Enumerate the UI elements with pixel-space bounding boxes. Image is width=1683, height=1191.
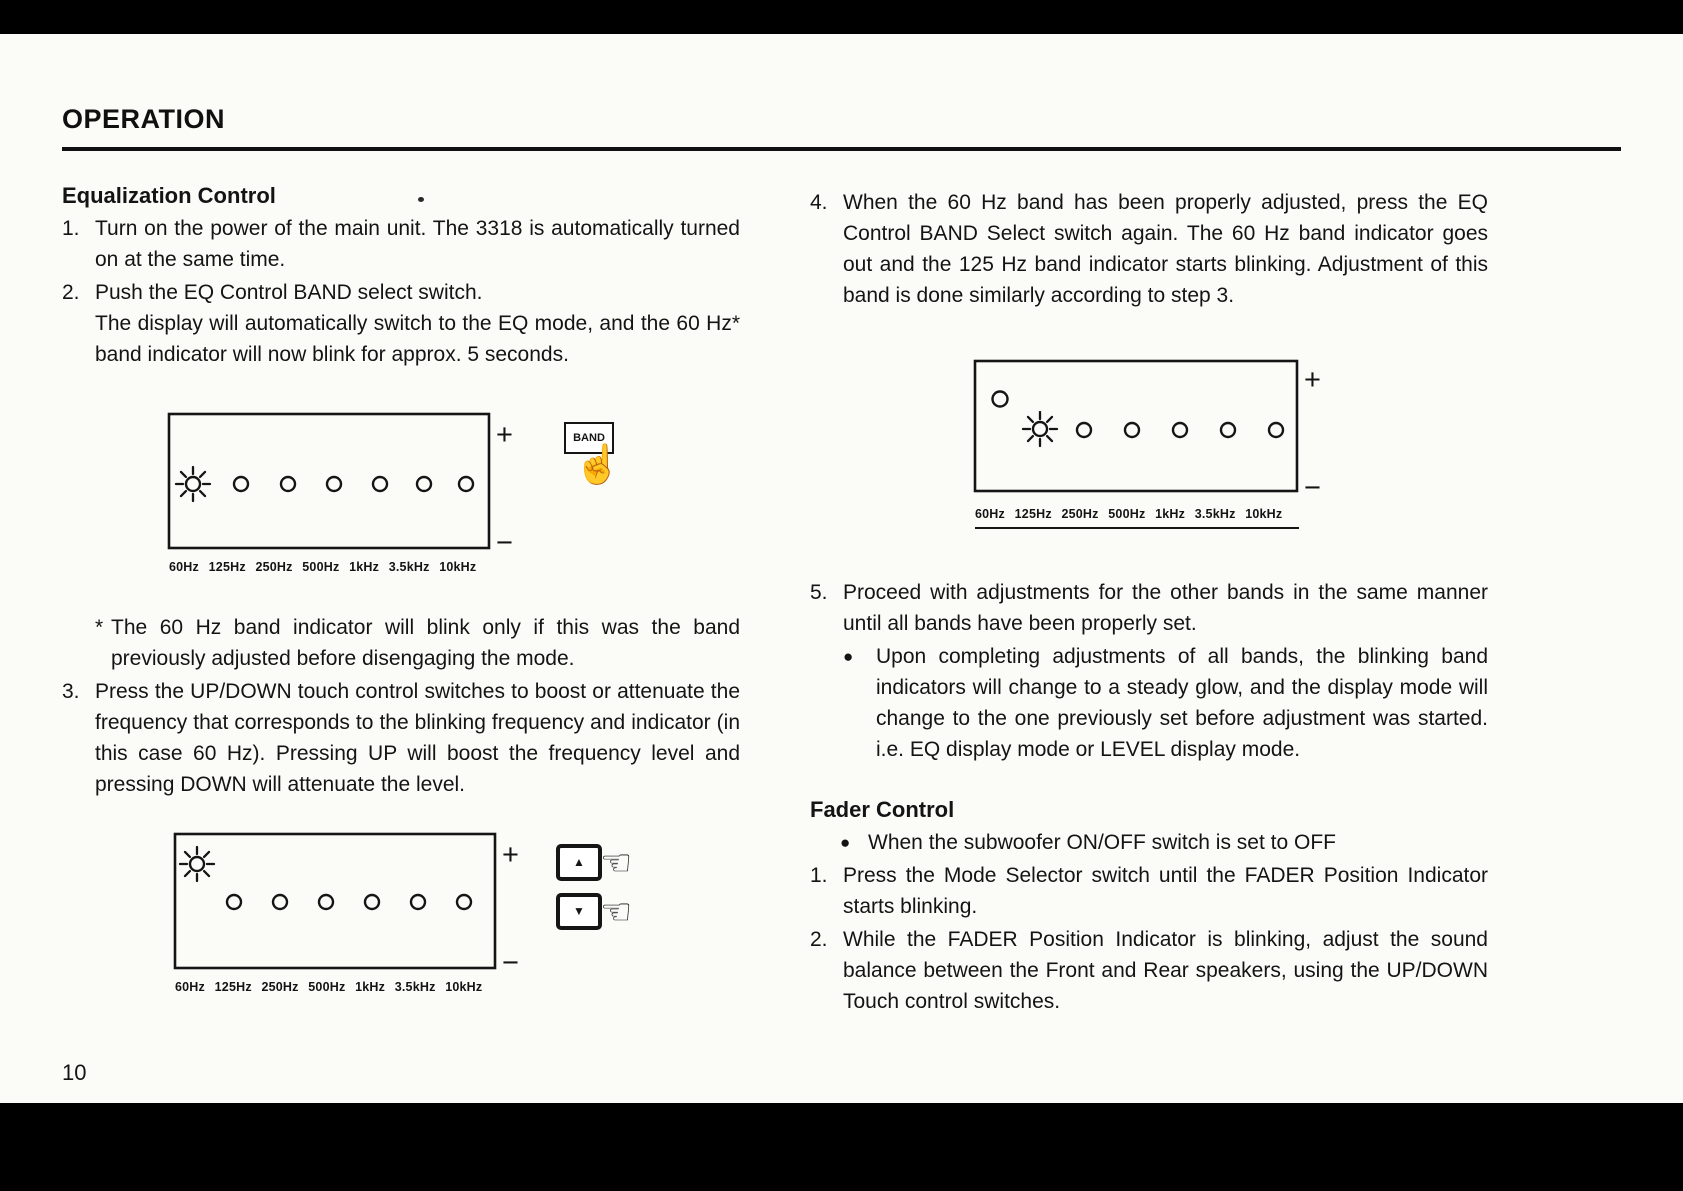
footnote [95,612,740,674]
step-text: Push the EQ Control BAND select switch. [95,281,483,304]
note-text: Upon completing adjustments of all bands, the blinking band indicators will change to a steady glow, and the display mode will change to the one previously set before adjustment was started. i.e. EQ display mode or LEVEL display mode. [876,645,1488,761]
section-equalization-label: Equalization Control [62,183,276,208]
band-button: BAND [564,422,614,454]
up-arrow-icon: ▲ [573,855,585,869]
step-number: 5. [810,581,828,604]
step-text: When the 60 Hz band has been properly adjusted, press the EQ Control BAND Select switch again. The 60 Hz band indicator goes out and the 125 Hz band indicator starts blinking. Adjustment of this band is done similarly according to step 3. [843,191,1488,307]
fader-step-1 [810,860,1488,922]
note-text: When the subwoofer ON/OFF switch is set to OFF [868,831,1336,854]
header-rule [62,147,1621,151]
step-number: 4. [810,191,828,214]
eq-display-panel-block [166,410,520,576]
blink-rays [180,847,214,881]
down-switch-row [556,890,633,932]
frequency-labels: 60Hz 125Hz 250Hz 500Hz 1kHz 3.5kHz 10kHz [975,505,1299,529]
footnote-text: The 60 Hz band indicator will blink only if this was the band previously adjusted before disengaging the mode. [111,616,740,670]
section-fader-control: Fader Control [810,797,955,822]
step-5 [810,577,1488,639]
band-switch-illustration [564,422,621,484]
blink-rays [1023,412,1057,446]
eq-display-diagram-3 [972,355,1488,529]
down-button [556,893,602,930]
blinking-indicator-60hz [180,847,214,881]
band-indicator-circles [227,895,471,909]
step-text: While the FADER Position Indicator is blinking, adjust the sound balance between the Front and Rear speakers, using the UP/DOWN Touch control switches. [843,928,1488,1013]
eq-display-panel [166,410,520,556]
step-3 [62,676,740,800]
display-frame [175,834,495,968]
eq-display-panel [172,830,526,976]
step-text: Proceed with adjustments for the other bands in the same manner until all bands have been properly set. [843,581,1488,635]
step-text-continued: The display will automatically switch to the EQ mode, and the 60 Hz* band indicator will now blink for approx. 5 seconds. [95,312,740,366]
plus-sign: + [502,839,519,871]
step-number: 1. [62,217,80,240]
right-column [810,181,1488,1017]
minus-sign: − [496,527,513,556]
blinking-indicator-60hz [176,467,210,501]
blinking-indicator-125hz [1023,412,1057,446]
plus-sign: + [1304,364,1321,396]
step-number: 2. [810,928,828,951]
band-indicator-circles [1077,423,1283,437]
pointing-hand-left-icon: ☜ [600,890,633,932]
eq-display-panel [972,355,1328,503]
frequency-labels: 60Hz 125Hz 250Hz 500Hz 1kHz 3.5kHz 10kHz [169,560,477,574]
step-number: 3. [62,680,80,703]
section-equalization-control [62,181,740,211]
bullet-icon: ● [843,647,854,666]
step-text: Press the UP/DOWN touch control switches to boost or attenuate the frequency that corresponds to the blinking frequency and indicator (in this case 60 Hz). Pressing UP will boost the frequency level and pressing DOWN will attenuate the level. [95,680,740,796]
footnote-asterisk: * [95,616,104,639]
down-arrow-icon: ▼ [573,904,585,918]
updown-switch-illustration [556,841,633,932]
eq-display-diagram-2 [172,830,740,996]
pointing-hand-left-icon: ☜ [600,841,633,883]
page-number: 10 [62,1060,87,1085]
eq-display-panel-block [172,830,526,996]
step-text: Turn on the power of the main unit. The 3318 is automatically turned on at the same time. [95,217,740,271]
step-2 [62,277,740,370]
up-switch-row [556,841,633,883]
left-column [62,181,740,1017]
step-1 [62,213,740,275]
pointing-hand-up-icon: ☝ [574,444,622,486]
page-title: OPERATION [62,104,226,134]
steady-indicator-60hz [993,392,1008,407]
bullet-icon: ● [840,833,851,852]
step-number: 2. [62,281,80,304]
step-4 [810,187,1488,311]
step-number: 1. [810,864,828,887]
scan-top-bar [0,0,1683,34]
display-frame [975,361,1297,491]
two-column-body [62,181,1621,1017]
scan-bottom-bar [0,1103,1683,1191]
up-button [556,844,602,881]
step-5-note [843,641,1488,765]
frequency-labels: 60Hz 125Hz 250Hz 500Hz 1kHz 3.5kHz 10kHz [175,980,483,994]
manual-page [0,34,1683,1103]
minus-sign: − [502,947,519,976]
step-text: Press the Mode Selector switch until the FADER Position Indicator starts blinking. [843,864,1488,918]
minus-sign: − [1304,472,1321,503]
scan-artifact-dot [418,197,424,202]
blink-rays [176,467,210,501]
band-indicator-circles [234,477,473,491]
fader-step-2 [810,924,1488,1017]
eq-display-panel-block [972,355,1328,529]
eq-display-diagram-1 [166,410,740,576]
fader-note [840,827,1488,858]
plus-sign: + [496,419,513,451]
